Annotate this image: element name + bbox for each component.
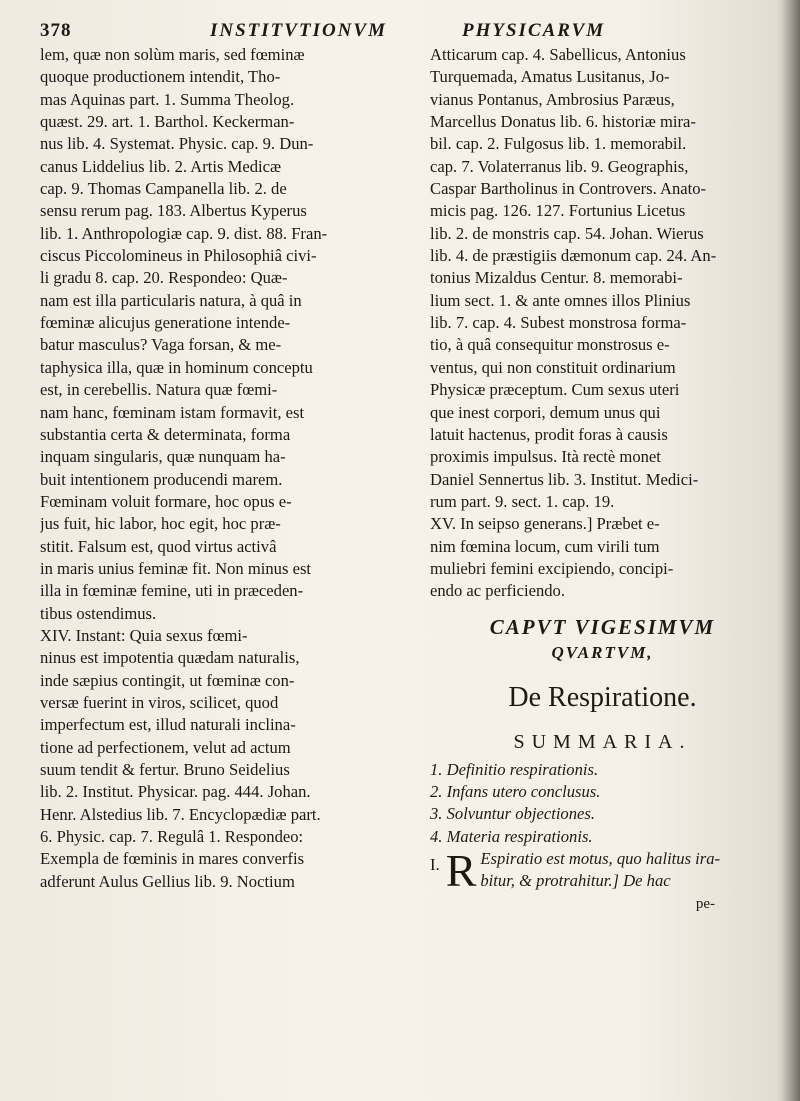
left-column-line: fœminæ alicujus generatione intende-	[40, 313, 291, 333]
summary-list	[430, 759, 775, 848]
right-column-top-line: bil. cap. 2. Fulgosus lib. 1. memorabil.	[430, 134, 687, 154]
summary-item: 4. Materia respirationis.	[430, 826, 593, 846]
left-column-line: cap. 9. Thomas Campanella lib. 2. de	[40, 179, 287, 199]
left-column-line: jus fuit, hic labor, hoc egit, hoc præ-	[40, 514, 281, 534]
right-column-text	[430, 44, 775, 603]
left-column-line: ciscus Piccolomineus in Philosophiâ civi-	[40, 246, 317, 266]
right-column-top-line: tio, à quâ consequitur monstrosus e-	[430, 335, 670, 355]
left-column-line: Fœminam voluit formare, hoc opus e-	[40, 491, 292, 511]
left-column-line: 6. Physic. cap. 7. Regulâ 1. Respondeo:	[40, 827, 304, 847]
chapter-subtitle: QVARTVM,	[551, 642, 654, 662]
page-header	[30, 18, 770, 46]
left-column-line: lib. 2. Institut. Physicar. pag. 444. Johan.	[40, 782, 311, 802]
opening-paragraph	[430, 848, 775, 915]
left-column-line: nam est illa particularis natura, à quâ in	[40, 290, 302, 310]
left-column-line: illa in fœminæ femine, uti in præceden-	[40, 581, 304, 601]
right-column-top-line: micis pag. 126. 127. Fortunius Licetus	[430, 201, 686, 221]
chapter-title: CAPVT VIGESIMVM	[489, 614, 716, 639]
left-column-line: Henr. Alstedius lib. 7. Encyclopædiæ part.	[40, 804, 321, 824]
left-column-line: XIV. Instant: Quia sexus fœmi-	[40, 625, 248, 645]
right-column-top-line: lib. 4. de præstigiis dæmonum cap. 24. An-	[430, 246, 717, 266]
right-column-top-line: Physicæ præceptum. Cum sexus uteri	[430, 380, 680, 400]
left-column-line: nam hanc, fœminam istam formavit, est	[40, 402, 305, 422]
summary-item: 3. Solvuntur objectiones.	[430, 804, 595, 824]
left-column-line: versæ fuerint in viros, scilicet, quod	[40, 692, 279, 712]
summary-item: 2. Infans utero conclusus.	[430, 781, 601, 801]
left-column-line: stitit. Falsum est, quod virtus activâ	[40, 536, 277, 556]
summaria-heading: SUMMARIA.	[513, 730, 692, 753]
left-column-line: est, in cerebellis. Natura quæ fœmi-	[40, 380, 278, 400]
right-column-top-line: endo ac perficiendo.	[430, 581, 565, 601]
right-column-top-line: muliebri femini excipiendo, concipi-	[430, 558, 674, 578]
left-column-line: substantia certa & determinata, forma	[40, 424, 291, 444]
page-edge-shadow	[782, 0, 800, 1101]
left-column-line: quæst. 29. art. 1. Barthol. Keckerman-	[40, 112, 295, 132]
left-column-line: inde sæpius contingit, ut fœminæ con-	[40, 670, 295, 690]
page-number: 378	[40, 20, 72, 41]
left-column-line: imperfectum est, illud naturali inclina-	[40, 715, 296, 735]
paragraph-number: I.	[430, 854, 440, 874]
opening-paragraph-line: bitur, & protrahitur.] De hac	[480, 871, 671, 891]
left-column-line: nus lib. 4. Systemat. Physic. cap. 9. Dun-	[40, 134, 314, 154]
right-column-top-line: ventus, qui non constituit ordinarium	[430, 357, 676, 377]
left-column-line: sensu rerum pag. 183. Albertus Kyperus	[40, 201, 307, 221]
left-column-line: lib. 1. Anthropologiæ cap. 9. dist. 88. Fran-	[40, 223, 328, 243]
right-column-top-line: Atticarum cap. 4. Sabellicus, Antonius	[430, 45, 686, 64]
right-column-top-line: Caspar Bartholinus in Controvers. Anato-	[430, 179, 707, 199]
left-column	[40, 44, 422, 893]
right-column-top-line: lium sect. 1. & ante omnes illos Plinius	[430, 290, 691, 310]
drop-cap: R	[445, 847, 477, 896]
left-column-line: in maris unius feminæ fit. Non minus est	[40, 558, 312, 578]
chapter-heading: De Respiratione.	[508, 681, 697, 713]
right-column-top-line: lib. 7. cap. 4. Subest monstrosa forma-	[430, 313, 687, 333]
right-column-top-line: latuit hactenus, prodit foras à causis	[430, 424, 668, 444]
right-column-top-line: Turquemada, Amatus Lusitanus, Jo-	[430, 67, 670, 87]
left-column-line: taphysica illa, quæ in hominum conceptu	[40, 357, 313, 377]
left-column-line: Exempla de fœminis in mares converfis	[40, 849, 305, 869]
opening-paragraph-lines	[430, 847, 775, 896]
running-head-left: INSTITVTIONVM	[210, 20, 387, 41]
left-column-line: adferunt Aulus Gellius lib. 9. Noctium	[40, 871, 295, 891]
right-column-top-line: Marcellus Donatus lib. 6. historiæ mira-	[430, 112, 696, 132]
right-column-top-line: cap. 7. Volaterranus lib. 9. Geographis,	[430, 156, 689, 176]
right-column	[430, 44, 775, 915]
left-column-line: canus Liddelius lib. 2. Artis Medicæ	[40, 156, 282, 176]
left-column-line: suum tendit & fertur. Bruno Seidelius	[40, 760, 290, 779]
right-column-top-line: proximis impulsus. Ità rectè monet	[430, 447, 661, 467]
left-column-line: tione ad perfectionem, velut ad actum	[40, 737, 291, 757]
left-column-line: quoque productionem intendit, Tho-	[40, 67, 281, 87]
left-column-line: li gradu 8. cap. 20. Respondeo: Quæ-	[40, 268, 288, 288]
left-column-line: inquam singularis, quæ nunquam ha-	[40, 447, 286, 467]
right-column-top-line: XV. In seipso generans.] Præbet e-	[430, 514, 660, 534]
right-column-top-line: tonius Mizaldus Centur. 8. memorabi-	[430, 268, 683, 288]
right-column-top-line: lib. 2. de monstris cap. 54. Johan. Wierus	[430, 223, 704, 243]
opening-paragraph-line: Espiratio est motus, quo halitus ira-	[480, 848, 721, 868]
left-column-line: tibus ostendimus.	[40, 603, 157, 623]
right-column-top-line: Daniel Sennertus lib. 3. Institut. Medici-	[430, 469, 699, 489]
right-column-top-line: que inest corpori, demum unus qui	[430, 402, 661, 422]
left-column-line: ninus est impotentia quædam naturalis,	[40, 648, 300, 668]
catchword: pe-	[695, 895, 715, 912]
running-head-right: PHYSICARVM	[462, 20, 606, 41]
left-column-line: buit intentionem producendi marem.	[40, 469, 283, 489]
left-column-line: mas Aquinas part. 1. Summa Theolog.	[40, 89, 295, 109]
right-column-top-line: nim fœmina locum, cum virili tum	[430, 536, 660, 556]
left-column-line: batur masculus? Vaga forsan, & me-	[40, 335, 282, 355]
left-column-line: lem, quæ non solùm maris, sed fœminæ	[40, 45, 305, 64]
summary-item: 1. Definitio respirationis.	[430, 759, 599, 779]
right-column-top-line: rum part. 9. sect. 1. cap. 19.	[430, 491, 615, 511]
right-column-top-line: vianus Pontanus, Ambrosius Paræus,	[430, 89, 675, 109]
